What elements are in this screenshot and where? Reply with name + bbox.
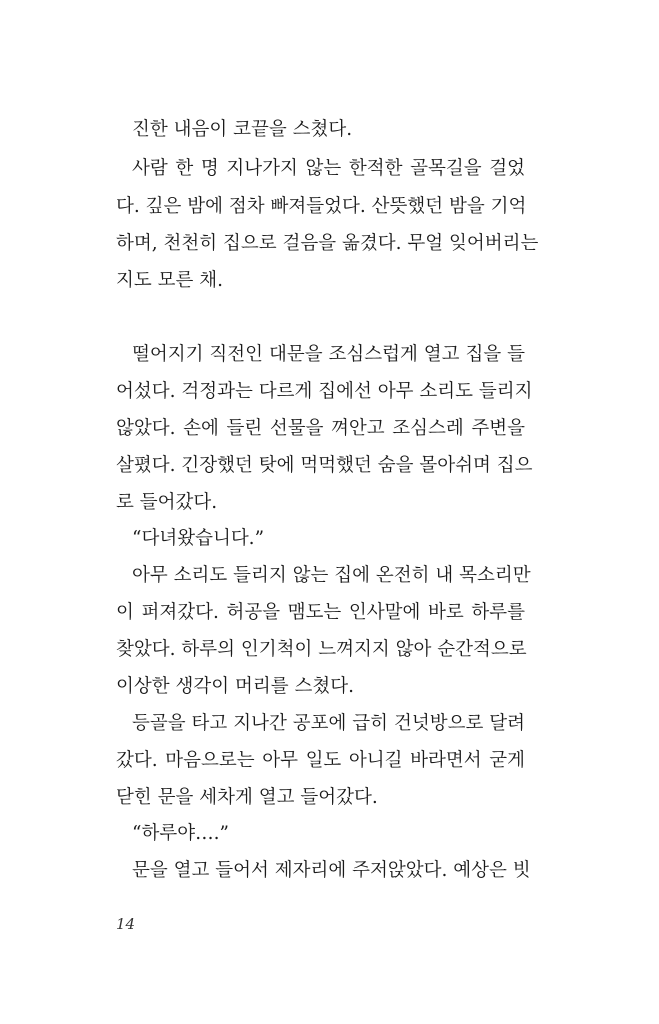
text-line: 갔다. 마음으로는 아무 일도 아니길 바라면서 굳게 — [116, 750, 525, 771]
text-line: 로 들어갔다. — [116, 492, 218, 513]
dialogue-line: “하루야….” — [132, 823, 229, 844]
text-line: 지도 모른 채. — [116, 270, 223, 291]
text-line: 어섰다. 걱정과는 다르게 집에선 아무 소리도 들리지 — [116, 381, 533, 402]
text-line: 하며, 천천히 집으로 걸음을 옮겼다. 무얼 잊어버리는 — [116, 233, 539, 254]
text-line: 않았다. 손에 들린 선물을 껴안고 조심스레 주변을 — [116, 418, 525, 439]
text-line: 찾았다. 하루의 인기척이 느껴지지 않아 순간적으로 — [116, 639, 527, 660]
text-line: 등골을 타고 지나간 공포에 급히 건넛방으로 달려 — [132, 713, 525, 734]
text-line: 살폈다. 긴장했던 탓에 먹먹했던 숨을 몰아쉬며 집으 — [116, 455, 533, 476]
dialogue-line: “다녀왔습니다.” — [132, 528, 265, 549]
text-line: 사람 한 명 지나가지 않는 한적한 골목길을 걸었 — [132, 158, 525, 179]
text-line: 이상한 생각이 머리를 스쳤다. — [116, 676, 354, 697]
text-line: 떨어지기 직전인 대문을 조심스럽게 열고 집을 들 — [132, 344, 525, 365]
text-line: 문을 열고 들어서 제자리에 주저앉았다. 예상은 빗 — [132, 860, 531, 881]
text-line: 아무 소리도 들리지 않는 집에 온전히 내 목소리만 — [132, 565, 531, 586]
text-line: 다. 깊은 밤에 점차 빠져들었다. 산뜻했던 밤을 기억 — [116, 196, 527, 217]
text-line: 진한 내음이 코끝을 스쳤다. — [132, 119, 353, 140]
text-line: 닫힌 문을 세차게 열고 들어갔다. — [116, 787, 378, 808]
text-line: 이 퍼져갔다. 허공을 맴도는 인사말에 바로 하루를 — [116, 602, 525, 623]
page-number: 14 — [116, 915, 136, 933]
